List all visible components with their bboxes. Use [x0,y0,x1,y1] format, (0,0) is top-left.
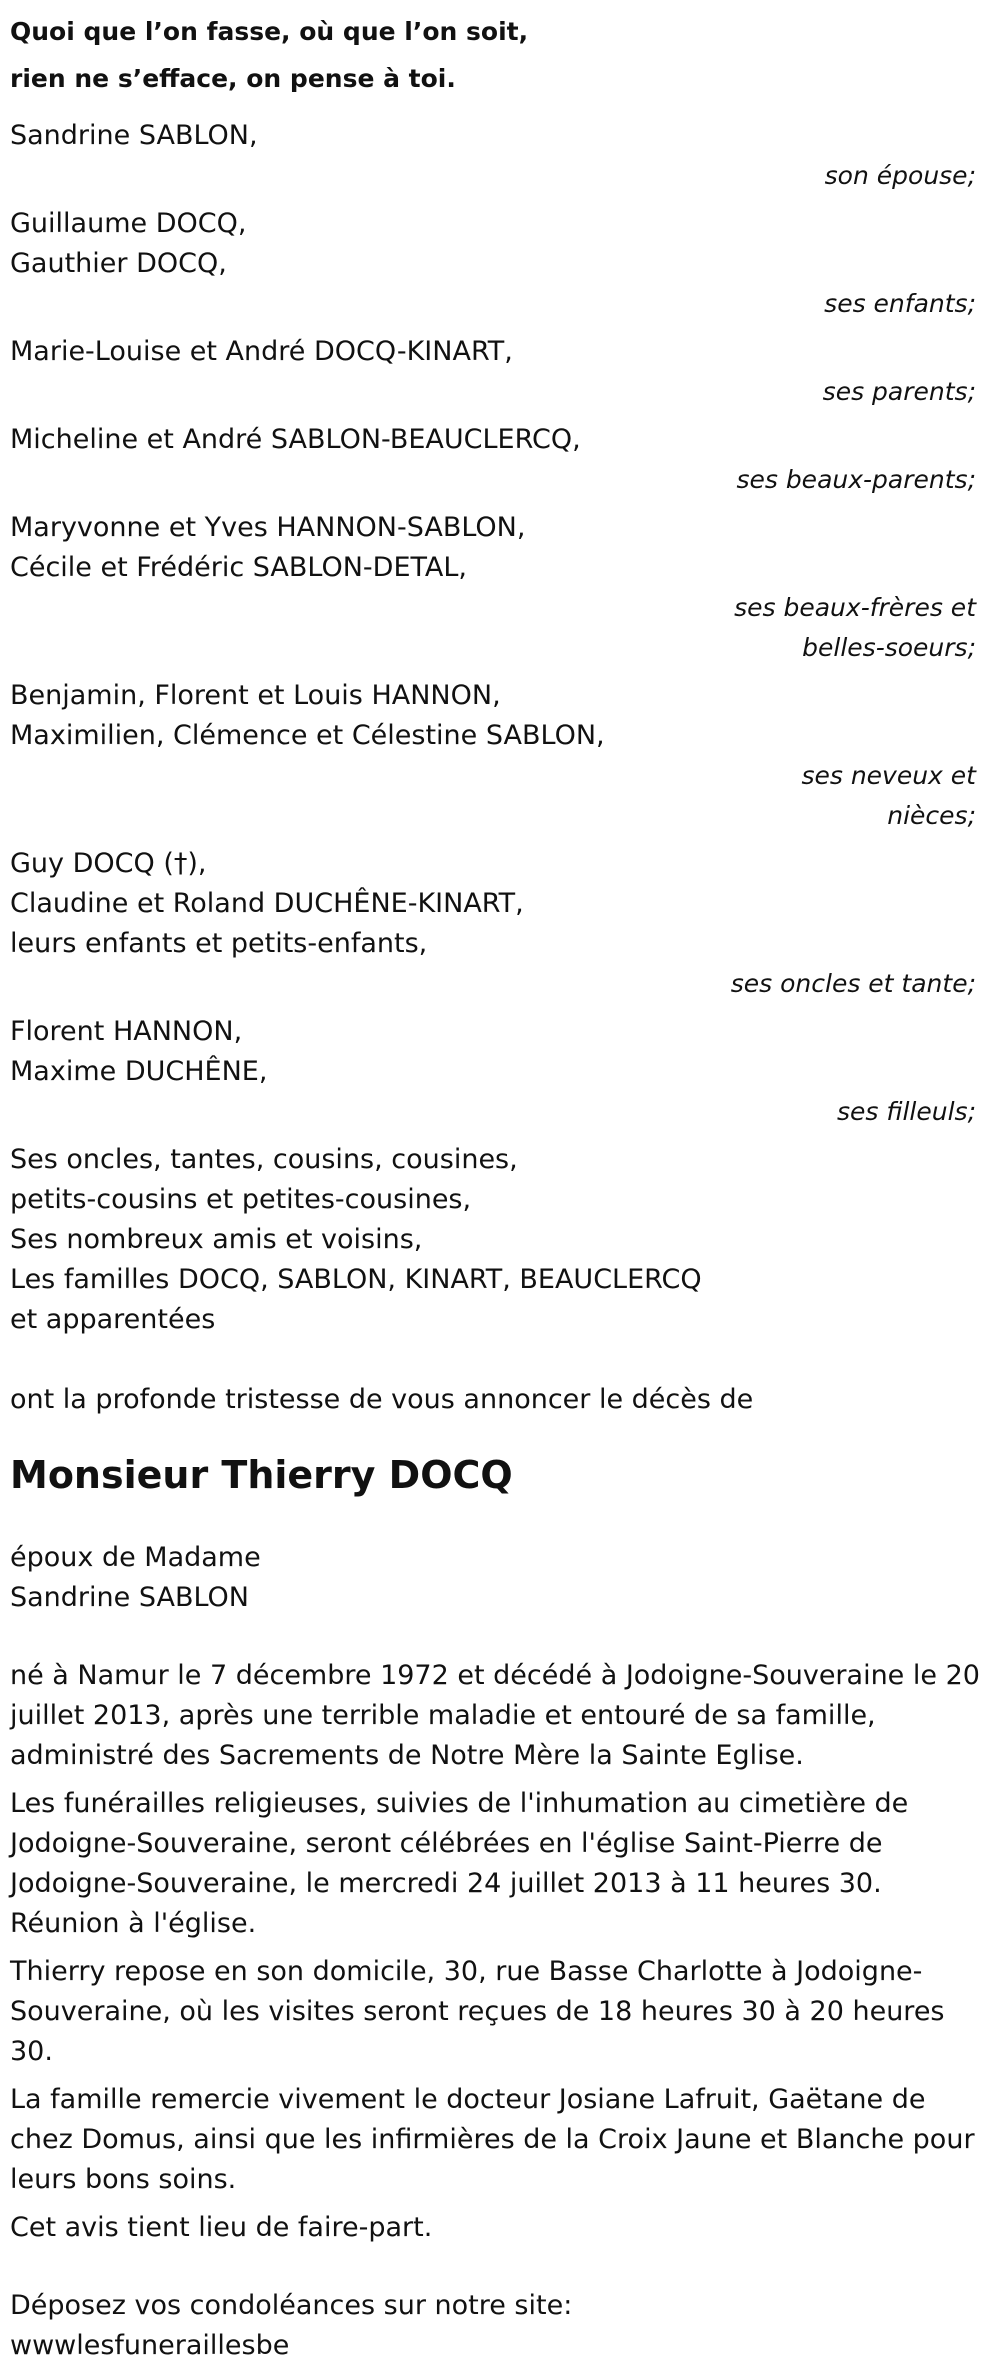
relation-line: ses filleuls; [836,1097,976,1126]
announcement-intro: ont la profonde tristesse de vous annoncer le décès de [10,1384,754,1415]
family-group [10,1012,990,1132]
family-list [10,116,990,1340]
family-relation [10,460,990,500]
opening-verse [10,8,990,102]
family-member: Guy DOCQ (†), [10,848,207,879]
relation-line: son épouse; [824,161,976,190]
spouse-line-1: époux de Madame [10,1542,261,1573]
relation-line: ses oncles et tante; [730,969,976,998]
family-member: Maryvonne et Yves HANNON-SABLON, [10,512,526,543]
relation-line: belles-soeurs; [802,633,976,662]
condolences-text: Déposez vos condoléances sur notre site: [10,2290,573,2321]
family-group [10,844,990,1004]
family-member: Micheline et André SABLON-BEAUCLERCQ, [10,424,581,455]
detail-paragraph: né à Namur le 7 décembre 1972 et décédé à Jodoigne-Souveraine le 20 juillet 2013, après une terrible maladie et entouré de sa famille, administré des Sacrements de Notre Mère la Sainte Eglise. [10,1660,980,1771]
family-group [10,676,990,836]
relation-line: ses beaux-frères et [734,593,976,622]
family-member: Marie-Louise et André DOCQ-KINART, [10,336,513,367]
family-member: Sandrine SABLON, [10,120,258,151]
family-group [10,332,990,412]
detail-paragraph: Thierry repose en son domicile, 30, rue Basse Charlotte à Jodoigne-Souveraine, où les visites seront reçues de 18 heures 30 à 20 heures 30. [10,1956,945,2067]
verse-line-2: rien ne s’efface, on pense à toi. [10,64,456,93]
family-member: Maximilien, Clémence et Célestine SABLON, [10,720,605,751]
family-member: Ses nombreux amis et voisins, [10,1224,423,1255]
relation-line: ses beaux-parents; [736,465,976,494]
detail-paragraph: Les funérailles religieuses, suivies de l'inhumation au cimetière de Jodoigne-Souveraine, seront célébrées en l'église Saint-Pierre de Jodoigne-Souveraine, le mercredi 24 juillet 2013 à 11 heures 30. Réunion à l'église. [10,1788,909,1939]
family-group [10,116,990,196]
spouse-line-2: Sandrine SABLON [10,1582,250,1613]
detail-paragraph: La famille remercie vivement le docteur Josiane Lafruit, Gaëtane de chez Domus, ainsi que les infirmières de la Croix Jaune et Blanche pour leurs bons soins. [10,2084,975,2195]
family-relation [10,756,990,836]
family-relation [10,1092,990,1132]
family-member: Maxime DUCHÊNE, [10,1056,268,1087]
family-member: Gauthier DOCQ, [10,248,227,279]
condolences-block [10,2286,990,2366]
relation-line: ses parents; [822,377,976,406]
spouse-info [10,1538,990,1618]
family-member: Claudine et Roland DUCHÊNE-KINART, [10,888,524,919]
relation-line: ses neveux et [801,761,976,790]
family-group [10,204,990,324]
family-member: Les familles DOCQ, SABLON, KINART, BEAUCLERCQ [10,1264,702,1295]
detail-paragraph: Cet avis tient lieu de faire-part. [10,2212,433,2243]
family-relation [10,588,990,668]
family-member: Ses oncles, tantes, cousins, cousines, [10,1144,518,1175]
family-member: Cécile et Frédéric SABLON-DETAL, [10,552,467,583]
family-member: leurs enfants et petits-enfants, [10,928,428,959]
details-paragraphs [10,1656,990,2248]
family-group [10,1140,990,1340]
family-member: Guillaume DOCQ, [10,208,247,239]
family-group [10,508,990,668]
condolences-link[interactable]: wwwlesfuneraillesbe [10,2330,290,2361]
family-relation [10,964,990,1004]
verse-line-1: Quoi que l’on fasse, où que l’on soit, [10,17,529,46]
deceased-name: Monsieur Thierry DOCQ [10,1453,513,1497]
family-relation [10,284,990,324]
family-member: et apparentées [10,1304,216,1335]
family-relation [10,156,990,196]
family-member: Benjamin, Florent et Louis HANNON, [10,680,501,711]
family-relation [10,372,990,412]
relation-line: ses enfants; [824,289,976,318]
family-member: petits-cousins et petites-cousines, [10,1184,472,1215]
family-member: Florent HANNON, [10,1016,243,1047]
family-group [10,420,990,500]
relation-line: nièces; [887,801,976,830]
